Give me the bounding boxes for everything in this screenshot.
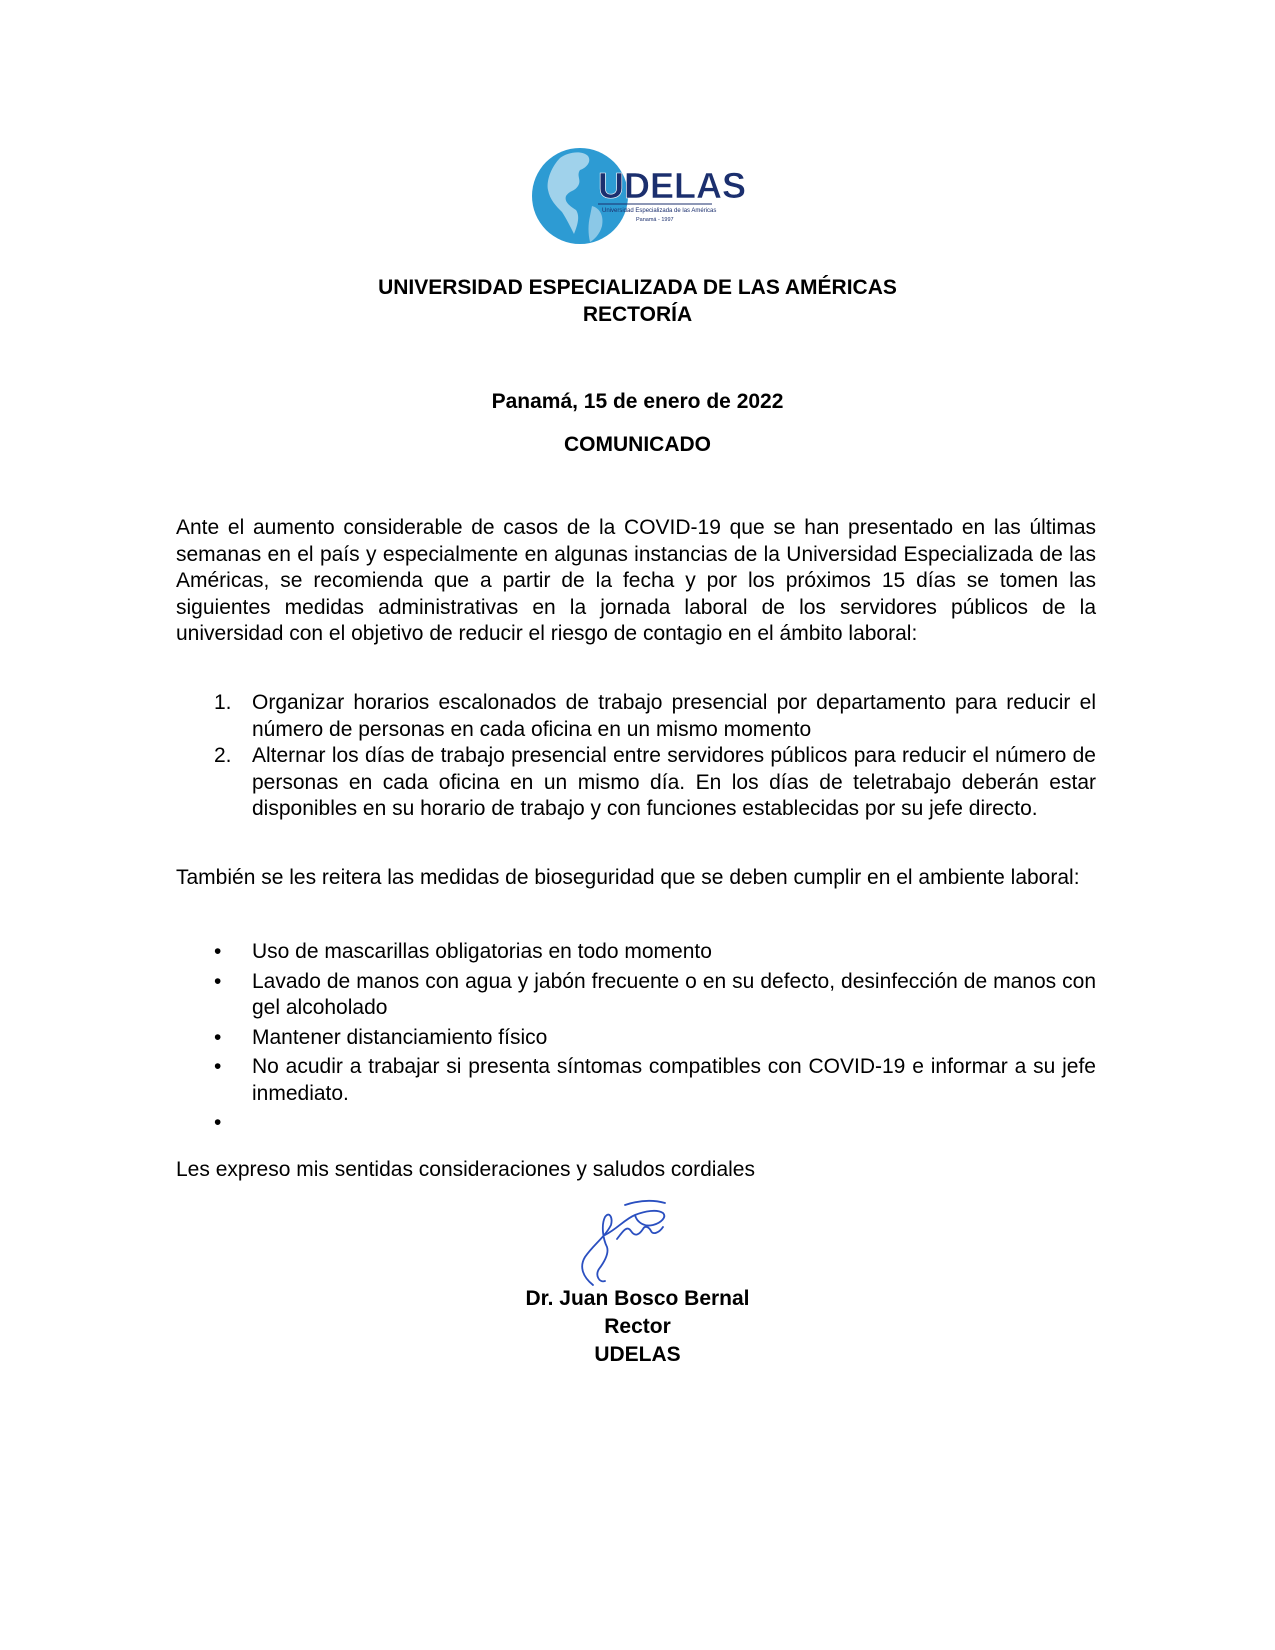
biosafety-text [252, 1111, 258, 1134]
bullet-icon: • [214, 969, 222, 993]
closing-line: Les expreso mis sentidas consideraciones y saludos cordiales [176, 1158, 755, 1181]
biosafety-item [176, 1025, 1096, 1052]
signatory-title: Rector [604, 1315, 671, 1338]
office-name: RECTORÍA [582, 303, 693, 326]
biosafety-item [176, 969, 1096, 1022]
biosafety-text: Uso de mascarillas obligatorias en todo momento [252, 940, 712, 963]
handwritten-signature [565, 1195, 675, 1290]
biosafety-intro: También se les reitera las medidas de bioseguridad que se deben cumplir en el ambiente laboral: [176, 866, 1080, 889]
intro-paragraph: Ante el aumento considerable de casos de la COVID-19 que se han presentado en las últimas semanas en el país y especialmente en algunas instancias de la Universidad Especializada de las Américas, se recomienda que a partir de la fecha y por los próximos 15 días se tomen las siguientes medidas administrativas en la jornada laboral de los servidores públicos de la universidad con el objetivo de reducir el riesgo de contagio en el ámbito laboral: [176, 516, 1096, 645]
udelas-logo [530, 146, 750, 256]
document-date: Panamá, 15 de enero de 2022 [491, 390, 784, 413]
measure-text: Organizar horarios escalonados de trabajo presencial por departamento para reducir el número de personas en cada oficina en un mismo momento [252, 691, 1096, 741]
measure-item [176, 743, 1096, 823]
biosafety-text: Lavado de manos con agua y jabón frecuente o en su defecto, desinfección de manos con gel alcoholado [252, 969, 1096, 1019]
list-number: 1. [214, 691, 232, 714]
bullet-icon: • [214, 940, 222, 963]
document-type: COMUNICADO [564, 433, 711, 456]
bullet-icon: • [214, 1025, 222, 1049]
signatory-institution: UDELAS [594, 1343, 681, 1366]
logo-subtagline: Panamá - 1997 [636, 217, 674, 223]
biosafety-text: No acudir a trabajar si presenta síntomas compatibles con COVID-19 e informar a su jefe inmediato. [252, 1055, 1096, 1105]
measure-item [176, 690, 1096, 743]
measures-list [176, 690, 1096, 823]
bullet-icon: • [214, 1111, 222, 1134]
biosafety-text: Mantener distanciamiento físico [252, 1025, 548, 1049]
list-number: 2. [214, 744, 232, 767]
biosafety-item [176, 939, 1096, 966]
biosafety-item-empty [176, 1110, 1096, 1137]
biosafety-list [176, 939, 1096, 1140]
logo-wordmark: UDELAS [598, 165, 747, 206]
bullet-icon: • [214, 1055, 222, 1078]
signatory-name: Dr. Juan Bosco Bernal [525, 1287, 750, 1310]
measure-text: Alternar los días de trabajo presencial entre servidores públicos para reducir el número de personas en cada oficina en un mismo día. En los días de teletrabajo deberán estar disponibles en su horario de trabajo y con funciones establecidas por su jefe directo. [252, 744, 1096, 820]
logo-tagline: Universidad Especializada de las Américas [602, 208, 717, 214]
institution-name: UNIVERSIDAD ESPECIALIZADA DE LAS AMÉRICAS [378, 276, 897, 299]
biosafety-item [176, 1054, 1096, 1107]
